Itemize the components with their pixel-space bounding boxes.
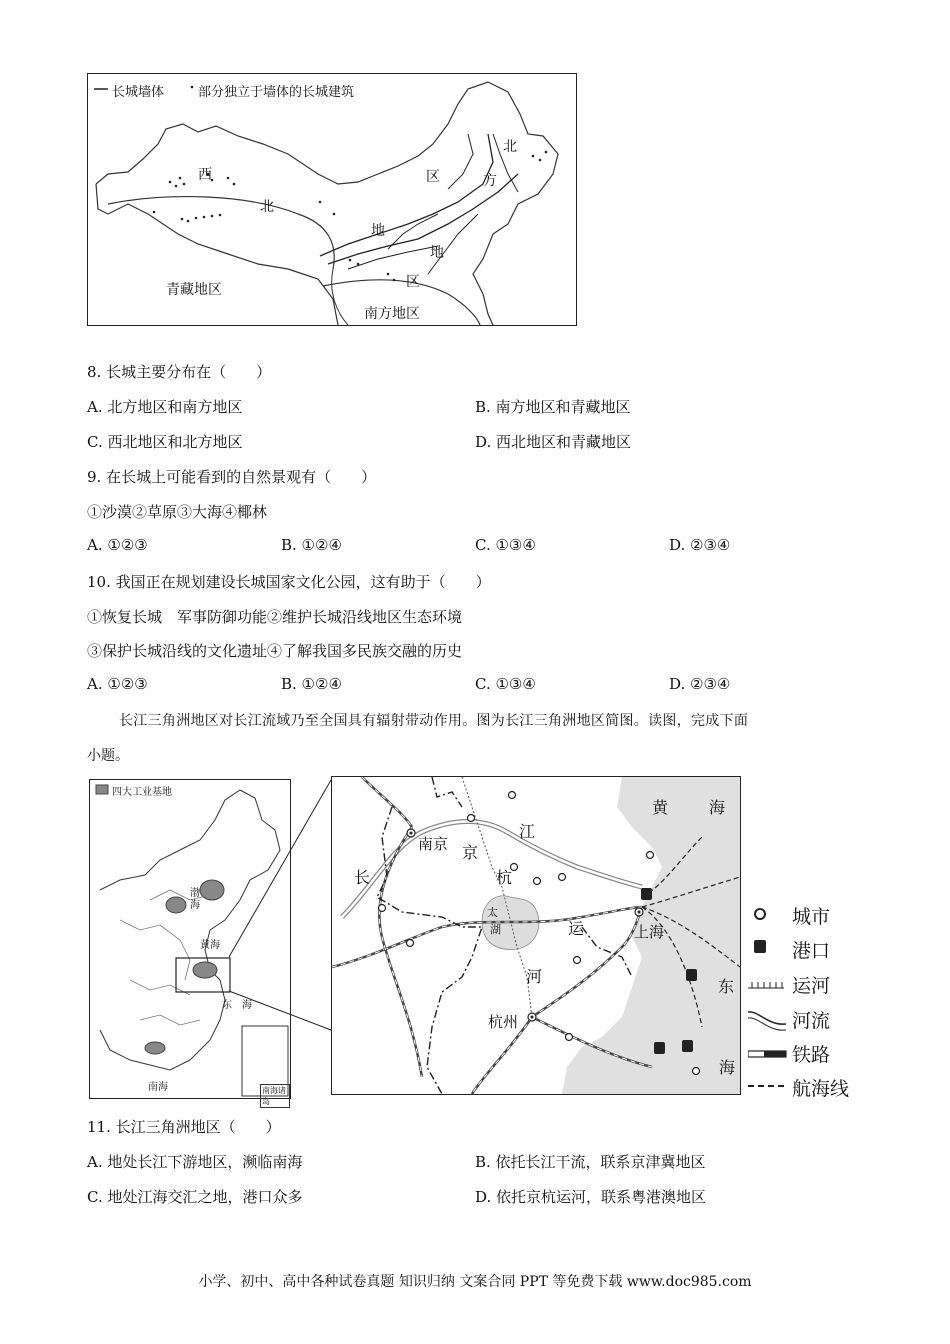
q10-option-b[interactable]: B. ①②④	[281, 675, 342, 693]
industry-legend-label: 四大工业基地	[112, 787, 172, 798]
q11-option-a[interactable]: A. 地处长江下游地区，濒临南海	[87, 1153, 303, 1171]
region-xibei-char2: 北	[260, 199, 274, 215]
hang-char: 杭	[496, 868, 513, 887]
q10-option-c[interactable]: C. ①③④	[475, 675, 536, 693]
region-beifang-char1: 北	[503, 139, 517, 155]
region-xibei-char4: 区	[406, 274, 420, 290]
huanghai-label: 黄海	[200, 940, 220, 951]
q10-items-1: ①恢复长城 军事防御功能②维护长城沿线地区生态环境	[87, 608, 463, 626]
qingzang-label: 青藏地区	[166, 282, 222, 298]
legend-city-label: 城市	[792, 906, 831, 928]
donghai-label: 东 海	[222, 1000, 252, 1011]
q9-stem: 9. 在长城上可能看到的自然景观有（ ）	[87, 468, 377, 486]
region-beifang-char3: 地	[430, 245, 444, 261]
nanjing-label: 南京	[418, 835, 449, 853]
donghai-char2: 海	[719, 1058, 736, 1077]
jing-char: 京	[462, 843, 479, 862]
inset-label: 南海诸岛	[260, 1084, 290, 1108]
region-beifang-char4: 区	[426, 169, 440, 185]
yun-char: 运	[568, 919, 585, 938]
delta-legend	[748, 898, 868, 1098]
huanghai-char2: 海	[709, 798, 726, 817]
hu-char: 湖	[490, 923, 501, 936]
q9-option-d[interactable]: D. ②③④	[669, 536, 731, 554]
intro-line-1: 长江三角洲地区对长江流域乃至全国具有辐射带动作用。图为长江三角洲地区简图。读图，完成下面	[119, 713, 749, 729]
nanhai-label: 南海	[148, 1082, 168, 1093]
region-beifang-char2: 方	[483, 173, 497, 189]
legend-building-label: 部分独立于墙体的长城建筑	[198, 85, 355, 100]
he-char: 河	[526, 967, 543, 986]
q9-items: ①沙漠②草原③大海④椰林	[87, 503, 268, 521]
intro-line-2: 小题。	[87, 748, 129, 764]
q11-option-b[interactable]: B. 依托长江干流，联系京津冀地区	[475, 1153, 706, 1171]
yangtze-delta-map	[331, 776, 741, 1095]
delta-legend-symbols	[748, 898, 793, 1098]
nanfang-label: 南方地区	[364, 306, 420, 322]
q9-option-b[interactable]: B. ①②④	[281, 536, 342, 554]
legend-canal-label: 运河	[792, 975, 831, 997]
q11-option-d[interactable]: D. 依托京杭运河，联系粤港澳地区	[475, 1188, 707, 1206]
q10-items-2: ③保护长城沿线的文化遗址④了解我国多民族交融的历史	[87, 642, 463, 660]
chang-char: 长	[354, 868, 371, 887]
huanghai-char1: 黄	[652, 798, 669, 817]
region-xibei-char1: 西	[198, 167, 212, 183]
legend-route-label: 航海线	[792, 1078, 850, 1100]
q9-option-c[interactable]: C. ①③④	[475, 536, 536, 554]
q11-stem: 11. 长江三角洲地区（ ）	[87, 1118, 281, 1136]
hangzhou-label: 杭州	[488, 1013, 519, 1031]
shanghai-label: 上海	[634, 923, 665, 941]
q10-option-a[interactable]: A. ①②③	[87, 675, 148, 693]
donghai-char1: 东	[718, 977, 735, 996]
q8-option-a[interactable]: A. 北方地区和南方地区	[87, 398, 243, 416]
q10-option-d[interactable]: D. ②③④	[669, 675, 731, 693]
q8-option-b[interactable]: B. 南方地区和青藏地区	[475, 398, 631, 416]
page-footer: 小学、初中、高中各种试卷真题 知识归纳 文案合同 PPT 等免费下载 www.doc985.com	[198, 1274, 752, 1290]
q10-stem: 10. 我国正在规划建设长城国家文化公园，这有助于（ ）	[87, 573, 491, 591]
yangtze-delta-map-graphic	[332, 777, 740, 1094]
q8-stem: 8. 长城主要分布在（ ）	[87, 363, 272, 381]
legend-river-label: 河流	[792, 1010, 831, 1032]
tai-char: 太	[487, 906, 498, 919]
q8-option-d[interactable]: D. 西北地区和青藏地区	[475, 433, 632, 451]
legend-wall-label: 长城墙体	[112, 85, 165, 100]
jiang-char: 江	[519, 822, 536, 841]
q11-option-c[interactable]: C. 地处江海交汇之地，港口众多	[87, 1188, 303, 1206]
legend-railway-label: 铁路	[792, 1044, 831, 1066]
q9-option-a[interactable]: A. ①②③	[87, 536, 148, 554]
legend-port-label: 港口	[792, 940, 831, 962]
region-xibei-char3: 地	[371, 223, 385, 239]
q8-option-c[interactable]: C. 西北地区和北方地区	[87, 433, 243, 451]
bohai-label: 渤海	[190, 888, 200, 911]
